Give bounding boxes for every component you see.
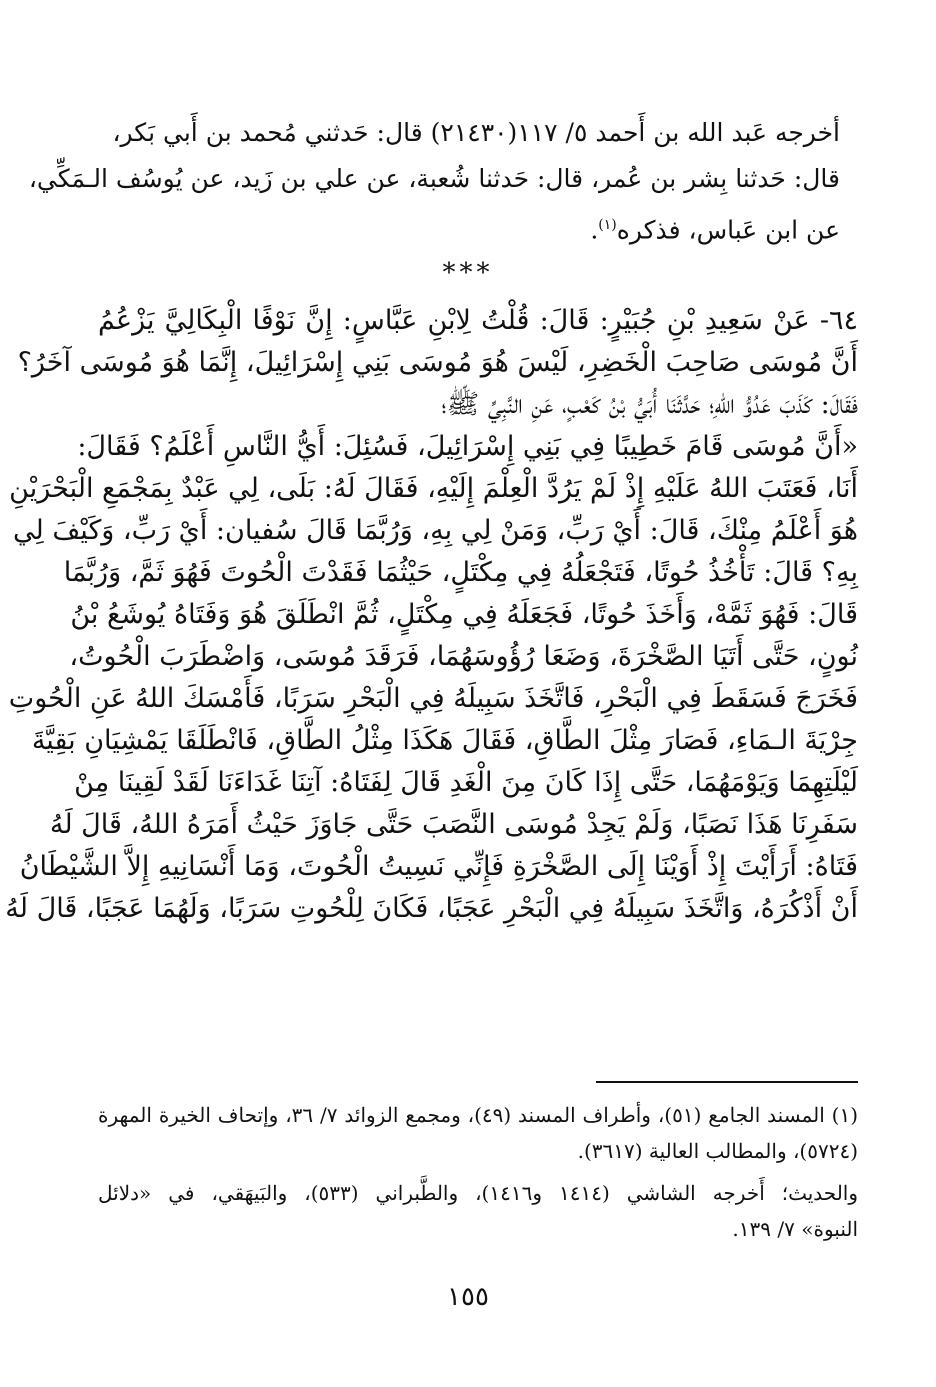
- hadith-line: فَخَرَجَ فَسَقَطَ فِي الْبَحْرِ، فَاتَّخَذَ سَبِيلَهُ فِي الْبَحْرِ سَرَبًا، فَأَمْسَكَ اللهُ عَنِ الْحُوتِ: [8, 683, 858, 714]
- hadith-line: هُوَ أَعْلَمُ مِنْكَ، قَالَ: أَيْ رَبِّ، وَمَنْ لِي بِهِ، وَرُبَّمَا قَالَ سُفيان: أَيْ رَبِّ، وَكَيْفَ لِي: [13, 515, 858, 546]
- hadith-line: بِهِ؟ قَالَ: تَأْخُذُ حُوتًا، فَتَجْعَلُهُ فِي مِكْتَلٍ، حَيْثُمَا فَقَدْتَ الْحُوتَ فَهُوَ ثَمَّ، وَرُبَّمَا: [63, 557, 858, 588]
- hadith-line: جِرْيَةَ الـمَاءِ، فَصَارَ مِثْلَ الطَّاقِ، فَقَالَ هَكَذَا مِثْلُ الطَّاقِ، فَانْطَلَقَا يَمْشِيَانِ بَقِيَّةَ: [31, 725, 858, 756]
- hadith-line: أَنْ أَذْكُرَهُ، وَاتَّخَذَ سَبِيلَهُ فِي الْبَحْرِ عَجَبًا، فَكَانَ لِلْحُوتِ سَرَبًا، وَلَهُمَا عَجَبًا، قَالَ لَهُ: [5, 893, 858, 924]
- footnote-2-line-2: النبوة» ٧/ ١٣٩.: [732, 1217, 858, 1241]
- hadith-line: لَيْلَتِهِمَا وَيَوْمَهُمَا، حَتَّى إِذَا كَانَ مِنَ الْغَدِ قَالَ لِفَتَاهُ: آتِنَا غَدَاءَنَا لَقَدْ لَقِينَا مِنْ: [74, 767, 858, 798]
- section-separator: ***: [442, 258, 494, 288]
- intro-line-3-text: عن ابن عَباس، فذكره: [616, 215, 840, 245]
- hadith-text: [5, 300, 858, 930]
- intro-line-1: أخرجه عَبد الله بن أَحمد ٥/ ١١٧(٢١٤٣٠) قال: حَدثني مُحمد بن أَبي بَكر،: [112, 118, 840, 147]
- intro-line-3: [128, 202, 840, 253]
- footnotes: [98, 1097, 858, 1247]
- footnote-2-line-1: والحديث؛ أَخرجه الشاشي (١٤١٤ و١٤١٦)، والطَّبراني (٥٣٣)، والبَيهَقي، في «دلائل: [98, 1181, 859, 1205]
- hadith-line: فَتَاهُ: أَرَأَيْتَ إِذْ أَوَيْنَا إِلَى الصَّخْرَةِ فَإِنِّي نَسِيتُ الْحُوتَ، وَمَا أَنْسَانِيهِ إِلاَّ الشَّيْطَانُ: [19, 851, 858, 882]
- hadith-line: نُونٍ، حَتَّى أَتَيَا الصَّخْرَةَ، وَضَعَا رُؤُوسَهُمَا، فَرَقَدَ مُوسَى، وَاضْطَرَبَ الْحُوتُ،: [69, 641, 858, 672]
- hadith-line: أَنَّ مُوسَى صَاحِبَ الْخَضِرِ، لَيْسَ هُوَ مُوسَى بَنِي إِسْرَائِيلَ، إِنَّمَا هُوَ مُوسَى آخَرُ؟: [17, 347, 858, 378]
- intro-line-3-end: .: [590, 215, 599, 245]
- hadith-line: ٦٤- عَنْ سَعِيدِ بْنِ جُبَيْرٍ: قَالَ: قُلْتُ لِابْنِ عَبَّاسٍ: إِنَّ نَوْفًا الْبِكَالِيَّ يَزْعُمُ: [98, 305, 858, 336]
- footnote-divider: [596, 1081, 858, 1083]
- intro-paragraph: [28, 110, 840, 253]
- hadith-line: «أَنَّ مُوسَى قَامَ خَطِيبًا فِي بَنِي إِسْرَائِيلَ، فَسُئِلَ: أَيُّ النَّاسِ أَعْلَمُ؟ فَقَالَ:: [77, 431, 858, 462]
- hadith-line: أَنَا، فَعَتَبَ اللهُ عَلَيْهِ إِذْ لَمْ يَرُدَّ الْعِلْمَ إِلَيْهِ، فَقَالَ لَهُ: بَلَى، لِي عَبْدٌ بِمَجْمَعِ الْبَحْرَيْنِ: [9, 473, 858, 504]
- footnote-1-line-1: (١) المسند الجامع (٥١)، وأطراف المسند (٤٩)، ومجمع الزوائد ٧/ ٣٦، وإتحاف الخيرة المهرة: [98, 1103, 858, 1127]
- hadith-line: سَفَرِنَا هَذَا نَصَبًا، وَلَمْ يَجِدْ مُوسَى النَّصَبَ حَتَّى جَاوَزَ حَيْثُ أَمَرَهُ اللهُ، قَالَ لَهُ: [49, 809, 858, 840]
- intro-line-2: قال: حَدثنا بِشر بن عُمر، قال: حَدثنا شُعبة، عن علي بن زَيد، عن يُوسُف الـمَكِّي،: [28, 164, 840, 193]
- footnote-1-line-2: (٥٧٢٤)، والمطالب العالية (٣٦١٧).: [577, 1139, 858, 1163]
- hadith-line: قَالَ: فَهُوَ ثَمَّهْ، وَأَخَذَ حُوتًا، فَجَعَلَهُ فِي مِكْتَلٍ، ثُمَّ انْطَلَقَ هُوَ وَفَتَاهُ يُوشَعُ بْنُ: [70, 599, 858, 630]
- hadith-line: فَقَالَ: كَذَبَ عَدُوُّ اللهِ؛ حَدَّثَنَا أُبَيُّ بْنُ كَعْبٍ، عَنِ النَّبِيِّ ﷺ؛: [441, 389, 858, 420]
- page-number: ١٥٥: [447, 1282, 489, 1312]
- footnote-ref-1: (١): [598, 217, 617, 233]
